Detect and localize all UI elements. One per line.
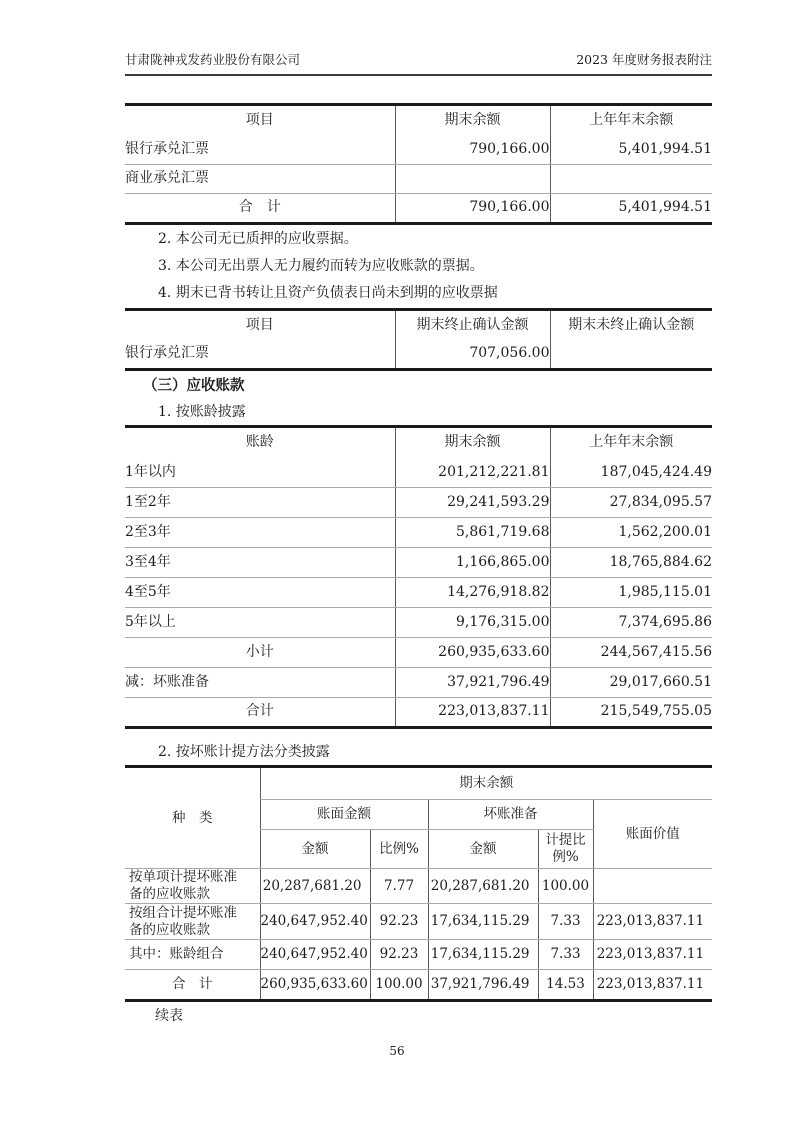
header-cell: 上年年末余额 xyxy=(550,105,712,135)
table-row xyxy=(125,608,712,638)
amount-cell: 790,166.00 xyxy=(395,194,550,224)
row-label: 商业承兑汇票 xyxy=(125,165,395,194)
amount-cell: 29,241,593.29 xyxy=(395,488,550,518)
table-header-row xyxy=(125,105,712,135)
amount-cell xyxy=(550,340,712,370)
header-cell: 项目 xyxy=(245,111,274,128)
sub-heading-method: 2. 按坏账计提方法分类披露 xyxy=(158,744,330,760)
header-cell-book-value: 账面价值 xyxy=(593,800,712,869)
section-heading: （三）应收账款 xyxy=(143,377,245,394)
company-name: 甘肃陇神戎发药业股份有限公司 xyxy=(125,52,301,67)
row-label: 按单项计提坏账准备的应收账款 xyxy=(125,869,260,904)
row-label: 1年以内 xyxy=(125,458,395,488)
table-row xyxy=(125,548,712,578)
amount-cell: 1,166,865.00 xyxy=(395,548,550,578)
amount-cell: 17,634,115.29 xyxy=(428,904,538,940)
row-label: 银行承兑汇票 xyxy=(125,345,209,361)
aging-table xyxy=(125,425,712,729)
row-label: 减：坏账准备 xyxy=(125,668,395,698)
amount-cell: 5,401,994.51 xyxy=(550,135,712,165)
amount-cell: 27,834,095.57 xyxy=(550,488,712,518)
row-label: 5年以上 xyxy=(125,608,395,638)
table-header-row xyxy=(125,427,712,458)
amount-cell xyxy=(550,165,712,194)
header-cell: 期末余额 xyxy=(395,427,550,458)
page-number: 56 xyxy=(389,1044,405,1058)
row-label: 1至2年 xyxy=(125,488,395,518)
ratio-cell: 92.23 xyxy=(370,904,428,940)
table-subtotal-row xyxy=(125,638,712,668)
ratio-cell: 7.33 xyxy=(538,940,593,970)
row-label: 按组合计提坏账准备的应收账款 xyxy=(125,904,260,940)
table-total-row xyxy=(125,194,712,224)
amount-cell: 240,647,952.40 xyxy=(260,904,370,940)
table-row xyxy=(125,518,712,548)
amount-cell: 187,045,424.49 xyxy=(550,458,712,488)
total-label: 合计 xyxy=(245,703,274,720)
bills-balance-table xyxy=(125,103,712,225)
header-cell: 账龄 xyxy=(245,434,274,450)
ratio-cell: 100.00 xyxy=(370,970,428,1001)
header-cell-category: 种 类 xyxy=(125,767,260,869)
header-cell-bad-debt: 坏账准备 xyxy=(428,800,593,830)
amount-cell: 223,013,837.11 xyxy=(593,940,712,970)
amount-cell: 18,765,884.62 xyxy=(550,548,712,578)
amount-cell: 223,013,837.11 xyxy=(593,970,712,1001)
endorsed-bills-table xyxy=(125,308,712,371)
header-cell: 项目 xyxy=(245,316,274,333)
table-row xyxy=(125,869,712,904)
amount-cell: 14,276,918.82 xyxy=(395,578,550,608)
ratio-cell: 7.33 xyxy=(538,904,593,940)
amount-cell: 223,013,837.11 xyxy=(395,698,550,728)
header-cell-amount: 金额 xyxy=(260,830,370,869)
ratio-cell: 92.23 xyxy=(370,940,428,970)
table-header-row xyxy=(125,310,712,340)
amount-cell: 37,921,796.49 xyxy=(428,970,538,1001)
table-total-row xyxy=(125,970,712,1001)
row-label: 银行承兑汇票 xyxy=(125,135,395,165)
row-label: 2至3年 xyxy=(125,518,395,548)
amount-cell: 9,176,315.00 xyxy=(395,608,550,638)
header-cell-amount: 金额 xyxy=(428,830,538,869)
ratio-cell: 7.77 xyxy=(370,869,428,904)
amount-cell: 29,017,660.51 xyxy=(550,668,712,698)
table-row xyxy=(125,165,712,194)
amount-cell: 5,401,994.51 xyxy=(550,194,712,224)
amount-cell: 1,562,200.01 xyxy=(550,518,712,548)
row-label: 3至4年 xyxy=(125,548,395,578)
subtotal-label: 小计 xyxy=(125,638,395,668)
header-cell-ratio: 计提比例% xyxy=(538,830,593,869)
amount-cell: 240,647,952.40 xyxy=(260,940,370,970)
table-header-row xyxy=(125,767,712,800)
amount-cell: 215,549,755.05 xyxy=(550,698,712,728)
ratio-cell: 100.00 xyxy=(538,869,593,904)
header-cell-ratio: 比例% xyxy=(370,830,428,869)
table-row xyxy=(125,668,712,698)
ratio-cell: 14.53 xyxy=(538,970,593,1001)
note-pledged: 2. 本公司无已质押的应收票据。 xyxy=(158,231,358,247)
table-total-row xyxy=(125,698,712,728)
table-row xyxy=(125,340,712,370)
amount-cell: 20,287,681.20 xyxy=(260,869,370,904)
row-label: 其中：账龄组合 xyxy=(125,940,260,970)
note-endorsed: 4. 期末已背书转让且资产负债表日尚未到期的应收票据 xyxy=(158,285,498,301)
row-label: 4至5年 xyxy=(125,578,395,608)
amount-cell: 20,287,681.20 xyxy=(428,869,538,904)
amount-cell: 1,985,115.01 xyxy=(550,578,712,608)
amount-cell: 17,634,115.29 xyxy=(428,940,538,970)
amount-cell: 707,056.00 xyxy=(395,340,550,370)
amount-cell: 260,935,633.60 xyxy=(260,970,370,1001)
amount-cell xyxy=(593,869,712,904)
table-row xyxy=(125,940,712,970)
note-default: 3. 本公司无出票人无力履约而转为应收账款的票据。 xyxy=(158,258,484,274)
amount-cell: 37,921,796.49 xyxy=(395,668,550,698)
amount-cell: 201,212,221.81 xyxy=(395,458,550,488)
amount-cell: 223,013,837.11 xyxy=(593,904,712,940)
page-header xyxy=(125,50,712,76)
provision-method-table xyxy=(125,765,712,1002)
amount-cell: 244,567,415.56 xyxy=(550,638,712,668)
table-row xyxy=(125,488,712,518)
header-cell: 上年年末余额 xyxy=(550,427,712,458)
header-cell: 期末余额 xyxy=(395,105,550,135)
header-cell-book-amount: 账面金额 xyxy=(260,800,428,830)
report-title: 2023 年度财务报表附注 xyxy=(576,52,712,67)
sub-heading-aging: 1. 按账龄披露 xyxy=(158,404,246,420)
amount-cell: 5,861,719.68 xyxy=(395,518,550,548)
amount-cell: 790,166.00 xyxy=(395,135,550,165)
header-cell: 期末终止确认金额 xyxy=(395,310,550,340)
amount-cell: 7,374,695.86 xyxy=(550,608,712,638)
header-cell: 期末未终止确认金额 xyxy=(550,310,712,340)
table-row xyxy=(125,578,712,608)
amount-cell xyxy=(395,165,550,194)
table-row xyxy=(125,458,712,488)
header-cell-ending-balance: 期末余额 xyxy=(260,767,712,800)
total-label: 合 计 xyxy=(172,976,213,993)
table-row xyxy=(125,904,712,940)
continued-label: 续表 xyxy=(155,1008,183,1024)
total-label: 合 计 xyxy=(238,199,281,216)
amount-cell: 260,935,633.60 xyxy=(395,638,550,668)
table-row xyxy=(125,135,712,165)
